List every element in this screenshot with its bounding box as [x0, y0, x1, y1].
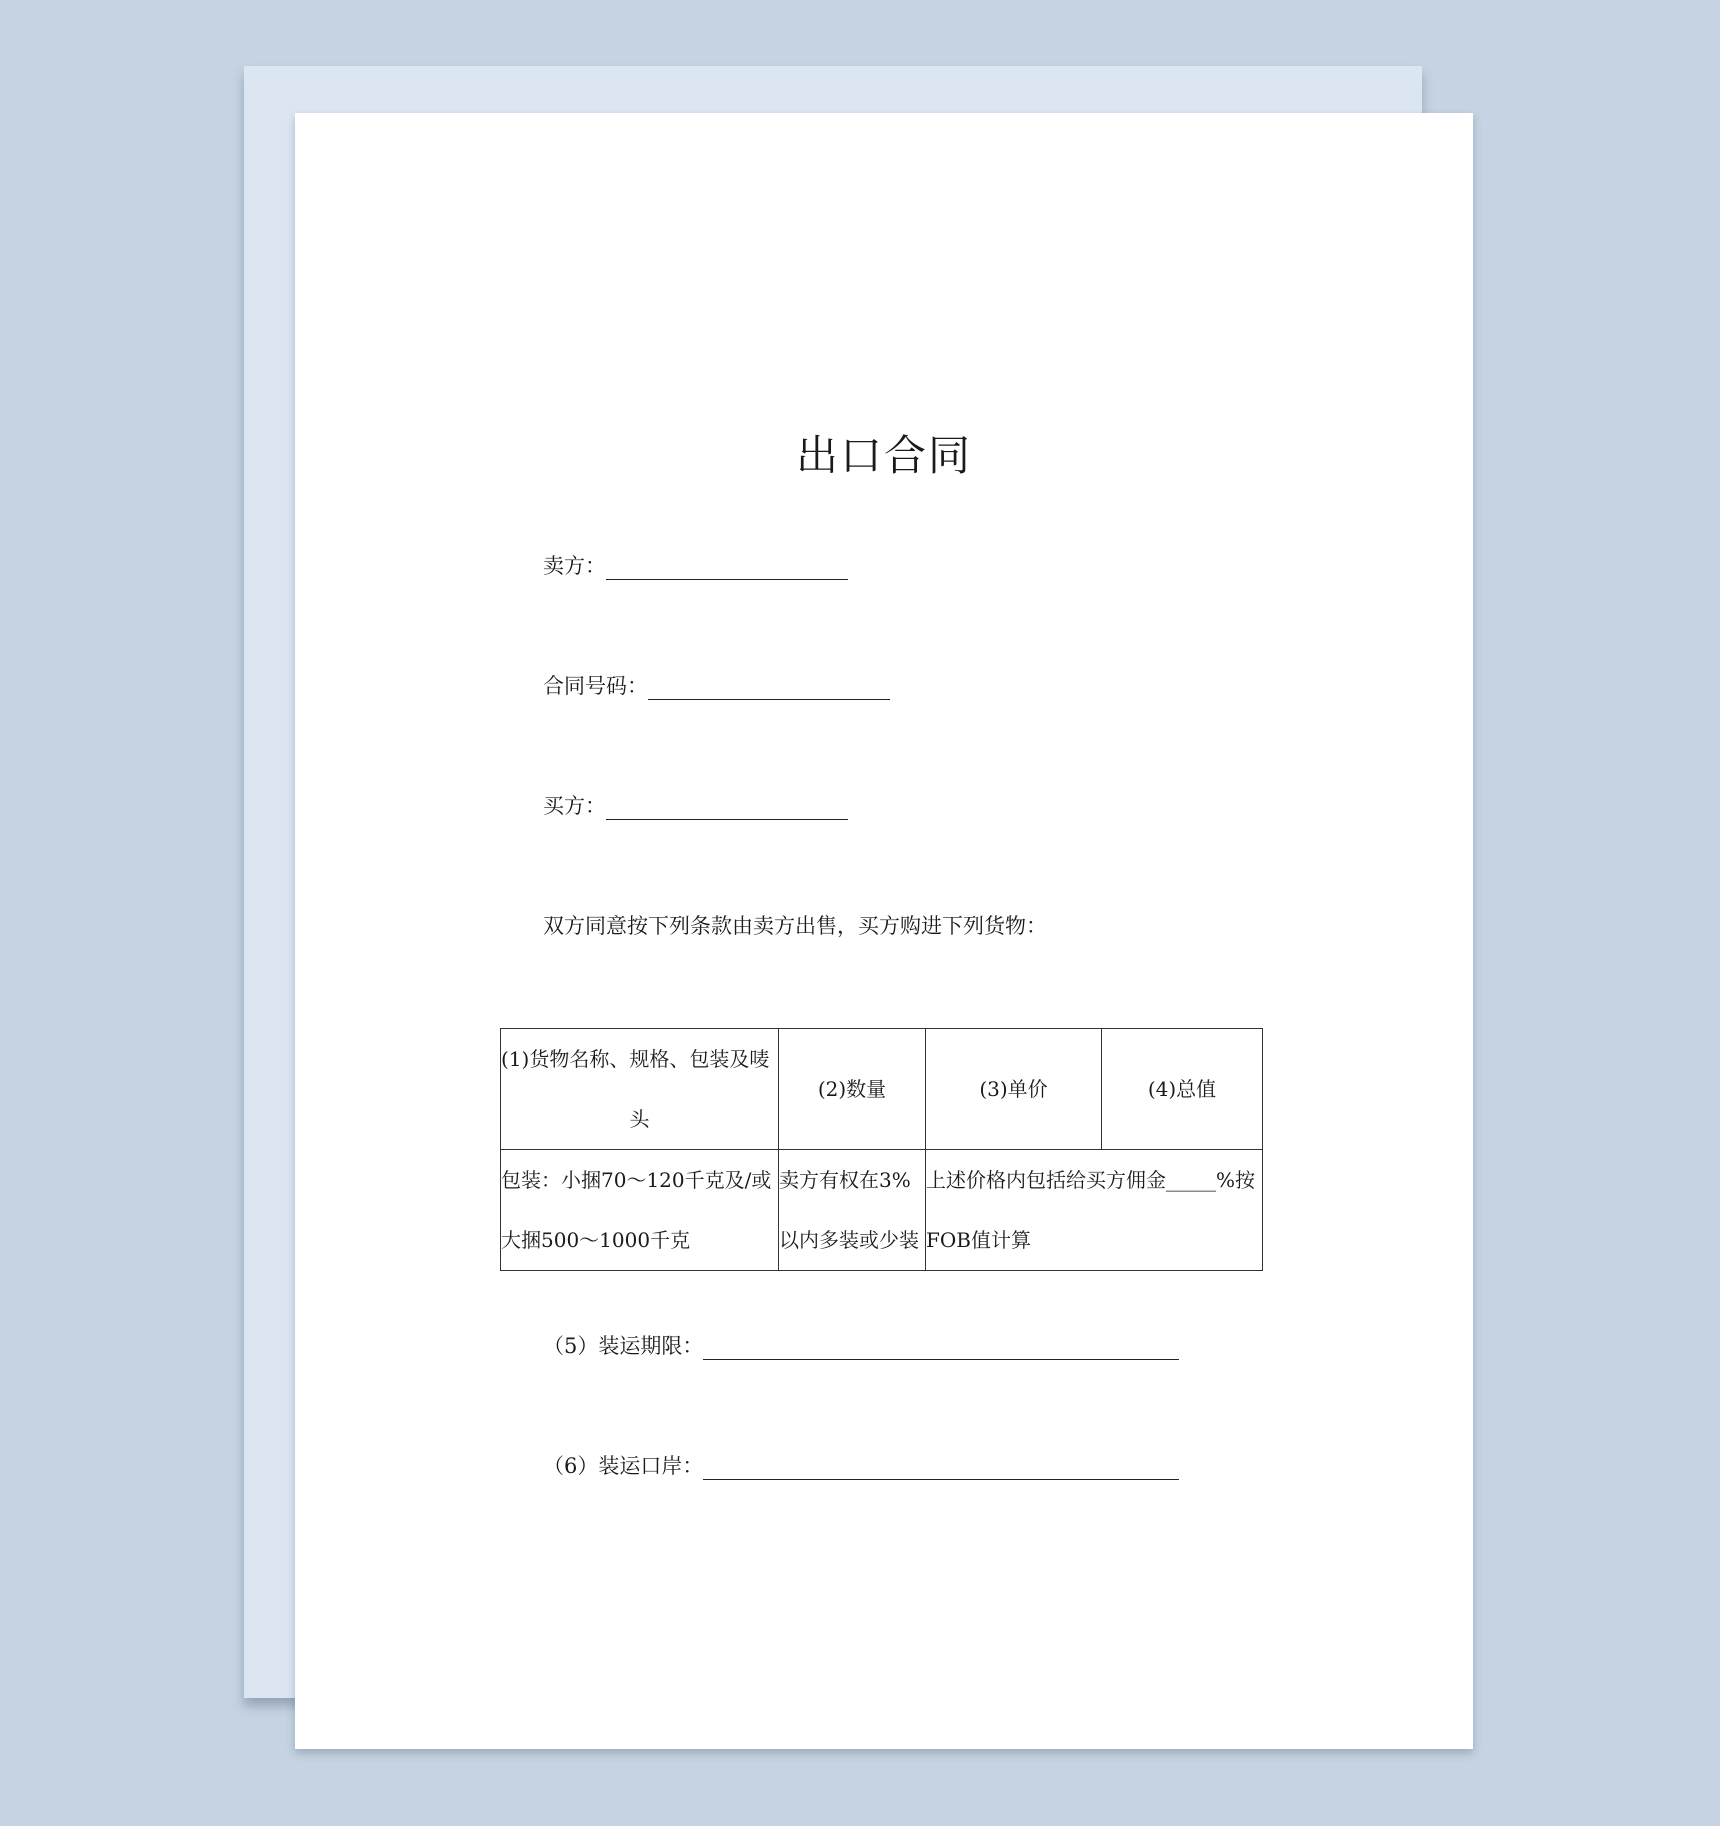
seller-blank-line[interactable]: [606, 555, 848, 580]
agreement-intro: 双方同意按下列条款由卖方出售，买方购进下列货物：: [543, 914, 1047, 938]
header-goods-name: (1)货物名称、规格、包装及唛 头: [501, 1029, 779, 1150]
shipment-period-label: （5）装运期限：: [543, 1334, 704, 1358]
quantity-cell: 卖方有权在3%以内多装或少装: [779, 1150, 926, 1271]
shipment-port-blank-line[interactable]: [703, 1455, 1179, 1480]
goods-table: [500, 1028, 1263, 1271]
table-header-row: [501, 1029, 1263, 1150]
table-row: [501, 1150, 1263, 1271]
buyer-blank-line[interactable]: [606, 795, 848, 820]
contract-number-field: [543, 670, 890, 700]
document-title: 出口合同: [795, 431, 972, 480]
contract-number-blank-line[interactable]: [648, 675, 890, 700]
seller-label: 卖方：: [543, 554, 606, 578]
header-unit-price: (3)单价: [926, 1029, 1102, 1150]
shipment-port-label: （6）装运口岸：: [543, 1454, 704, 1478]
header-quantity: (2)数量: [779, 1029, 926, 1150]
buyer-label: 买方：: [543, 794, 606, 818]
price-note-cell: 上述价格内包括给买方佣金_____%按FOB值计算: [926, 1150, 1263, 1271]
shipment-port-field: [543, 1450, 1179, 1480]
goods-packing-cell: 包装：小捆70～120千克及/或大捆500～1000千克: [501, 1150, 779, 1271]
front-page-sheet: [295, 113, 1473, 1749]
seller-field: [543, 550, 848, 580]
contract-number-label: 合同号码：: [543, 674, 648, 698]
header-total-value: (4)总值: [1102, 1029, 1263, 1150]
shipment-period-blank-line[interactable]: [703, 1335, 1179, 1360]
buyer-field: [543, 790, 848, 820]
shipment-period-field: [543, 1330, 1179, 1360]
